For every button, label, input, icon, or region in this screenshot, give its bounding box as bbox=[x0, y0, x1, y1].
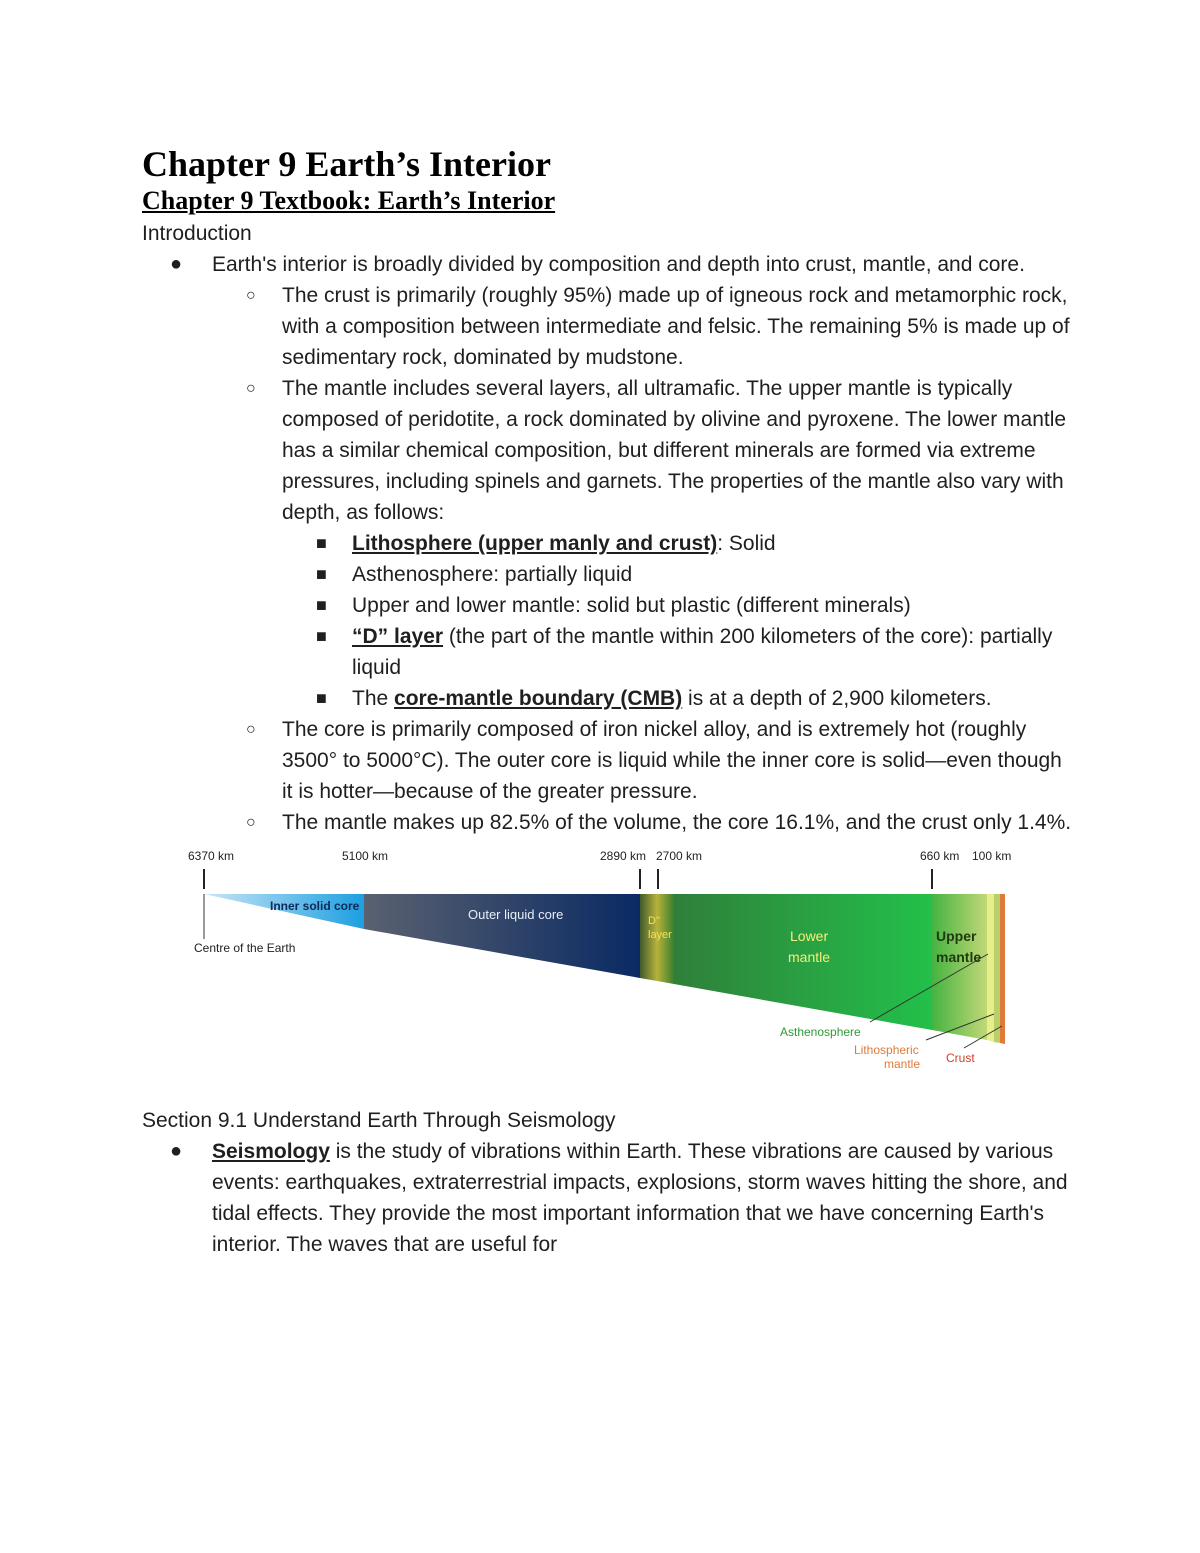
list-item-text: is at a depth of 2,900 kilometers. bbox=[682, 687, 992, 710]
square-bullet-icon: ■ bbox=[316, 564, 327, 584]
list-item bbox=[142, 590, 1072, 621]
asthenosphere-label: Asthenosphere bbox=[780, 1025, 861, 1039]
core-list bbox=[142, 714, 1072, 838]
crust-band bbox=[1000, 894, 1005, 1044]
list-item-text: The bbox=[352, 687, 395, 710]
hollow-bullet-icon: ○ bbox=[246, 721, 256, 738]
inner-core-label: Inner solid core bbox=[270, 899, 360, 913]
d-layer-label-line2: layer bbox=[648, 929, 672, 941]
list-item bbox=[142, 373, 1072, 528]
list-item-text: Asthenosphere: partially liquid bbox=[352, 563, 633, 586]
list-item-text: : Solid bbox=[717, 532, 776, 555]
seismology-term: Seismology bbox=[212, 1140, 330, 1163]
depth-label-2890: 2890 km bbox=[600, 849, 647, 863]
bullet-icon: ● bbox=[170, 253, 183, 275]
mantle-layers-list bbox=[142, 528, 1072, 714]
square-bullet-icon: ■ bbox=[316, 688, 327, 708]
list-item-text: The core is primarily composed of iron nickel alloy, and is extremely hot (roughly 3500° to 5000°C). The outer core is liquid while the inner core is solid—even though it is hotter—because of the greater pressure. bbox=[282, 718, 1062, 803]
lithospheric-label-line2: mantle bbox=[884, 1057, 921, 1069]
list-item-text: The mantle includes several layers, all ultramafic. The upper mantle is typically composed of peridotite, a rock dominated by olivine and pyroxene. The lower mantle has a similar chemical composition, but different minerals are formed via extreme pressures, including spinels and garnets. The properties of the mantle also vary with depth, as follows: bbox=[282, 377, 1067, 524]
d-layer-label-line1: D" bbox=[648, 915, 660, 927]
earth-layers-diagram bbox=[182, 844, 1012, 1069]
depth-label-100: 100 km bbox=[972, 849, 1012, 863]
list-item bbox=[142, 280, 1072, 373]
list-item bbox=[142, 249, 1072, 280]
cmb-term: core-mantle boundary (CMB) bbox=[394, 687, 683, 710]
upper-mantle-band bbox=[932, 894, 987, 1040]
list-item-text: (the part of the mantle within 200 kilometers of the core): partially liquid bbox=[352, 625, 1053, 679]
depth-label-5100: 5100 km bbox=[342, 849, 389, 863]
lower-mantle-label-line1: Lower bbox=[790, 928, 829, 944]
outer-core-label: Outer liquid core bbox=[468, 907, 564, 922]
section-heading: Section 9.1 Understand Earth Through Seismology bbox=[142, 1109, 616, 1132]
list-item bbox=[142, 559, 1072, 590]
section-spacer bbox=[142, 1069, 1072, 1105]
d-layer-term: “D” layer bbox=[352, 625, 444, 648]
composition-list bbox=[142, 280, 1072, 528]
list-item bbox=[142, 807, 1072, 838]
list-item-text: Upper and lower mantle: solid but plastic (different minerals) bbox=[352, 594, 911, 617]
list-item bbox=[142, 528, 1072, 559]
crust-label: Crust bbox=[946, 1051, 975, 1065]
seismology-list bbox=[142, 1136, 1072, 1260]
list-item-text: Earth's interior is broadly divided by composition and depth into crust, mantle, and core. bbox=[212, 253, 1025, 276]
square-bullet-icon: ■ bbox=[316, 595, 327, 615]
bullet-icon: ● bbox=[170, 1140, 183, 1162]
lower-mantle-label-line2: mantle bbox=[788, 949, 831, 965]
hollow-bullet-icon: ○ bbox=[246, 814, 256, 831]
intro-heading: Introduction bbox=[142, 222, 252, 245]
depth-label-2700: 2700 km bbox=[656, 849, 703, 863]
depth-label-6370: 6370 km bbox=[188, 849, 235, 863]
square-bullet-icon: ■ bbox=[316, 626, 327, 646]
list-item-text: is the study of vibrations within Earth. These vibrations are caused by various events: earthquakes, extraterrestrial impacts, explosions, storm waves hitting the shore, and tidal effects. They provide the most important information that we have concerning Earth's interior. The waves that are useful for bbox=[212, 1140, 1068, 1256]
page-subtitle: Chapter 9 Textbook: Earth’s Interior bbox=[142, 186, 556, 215]
list-item bbox=[142, 621, 1072, 683]
list-item-text: The mantle makes up 82.5% of the volume, the core 16.1%, and the crust only 1.4%. bbox=[282, 811, 1072, 834]
list-item bbox=[142, 1136, 1072, 1260]
document-page bbox=[142, 142, 1072, 1260]
hollow-bullet-icon: ○ bbox=[246, 287, 256, 304]
hollow-bullet-icon: ○ bbox=[246, 380, 256, 397]
list-item-text: The crust is primarily (roughly 95%) made up of igneous rock and metamorphic rock, with a composition between intermediate and felsic. The remaining 5% is made up of sedimentary rock, dominated by mudstone. bbox=[282, 284, 1070, 369]
lithospheric-label-line1: Lithospheric bbox=[854, 1043, 919, 1057]
asthenosphere-band bbox=[987, 894, 994, 1042]
list-item bbox=[142, 683, 1072, 714]
lithospheric-mantle-band bbox=[994, 894, 1000, 1043]
upper-mantle-label-line1: Upper bbox=[936, 928, 977, 944]
centre-label: Centre of the Earth bbox=[194, 941, 296, 955]
square-bullet-icon: ■ bbox=[316, 533, 327, 553]
lithosphere-term: Lithosphere (upper manly and crust) bbox=[352, 532, 718, 555]
list-item bbox=[142, 714, 1072, 807]
page-title: Chapter 9 Earth’s Interior bbox=[142, 144, 551, 184]
intro-list bbox=[142, 249, 1072, 280]
upper-mantle-label-line2: mantle bbox=[936, 949, 982, 965]
depth-label-660: 660 km bbox=[920, 849, 960, 863]
